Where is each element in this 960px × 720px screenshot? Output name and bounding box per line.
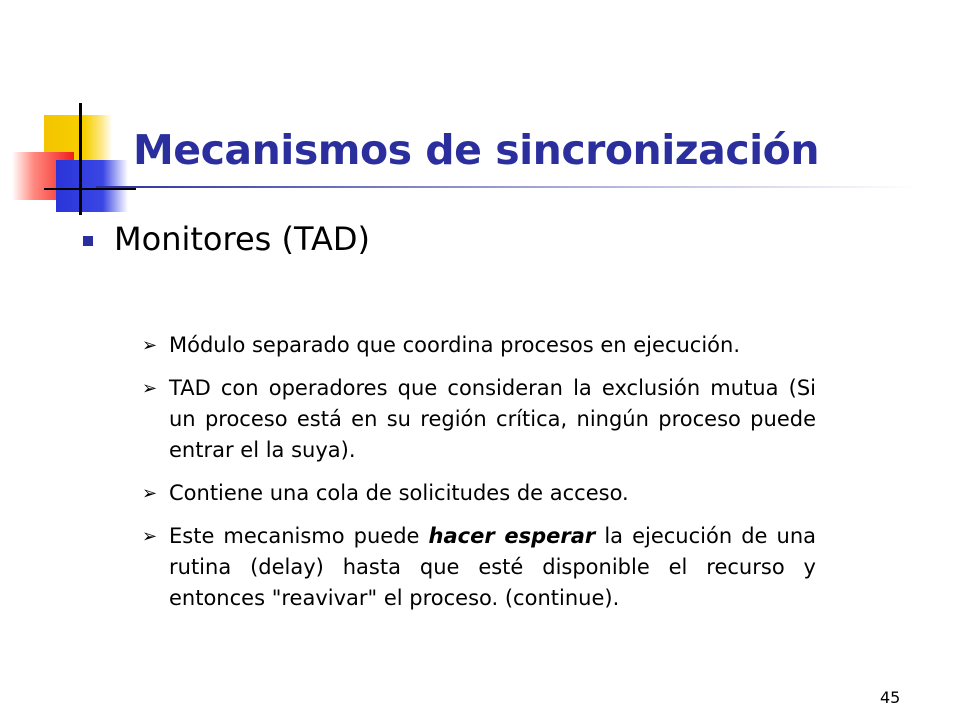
list-item-text-post: la ejecución de una rutina (delay) hasta que esté disponible el recurso y entonces "reavivar" el proceso. (continue). xyxy=(169,524,816,610)
horizontal-line-shape xyxy=(44,188,136,190)
arrowhead-bullet-icon: ➢ xyxy=(142,335,158,356)
vertical-line-shape xyxy=(79,103,82,215)
arrowhead-bullet-icon: ➢ xyxy=(142,378,158,399)
square-bullet-icon xyxy=(83,236,93,246)
arrowhead-bullet-icon: ➢ xyxy=(142,483,158,504)
list-item xyxy=(142,521,816,614)
list-item-text-pre: Este mecanismo puede xyxy=(169,524,429,548)
emphasized-text: hacer esperar xyxy=(428,524,596,548)
list-item xyxy=(142,330,816,361)
list-item-text: Módulo separado que coordina procesos en ejecución. xyxy=(169,333,741,357)
list-item-text: TAD con operadores que consideran la exclusión mutua (Si un proceso está en su región crítica, ningún proceso puede entrar el la suya). xyxy=(169,376,816,462)
page-number: 45 xyxy=(880,688,901,707)
slide-title: Mecanismos de sincronización xyxy=(133,126,820,174)
bullet-list xyxy=(142,330,816,626)
title-underline xyxy=(96,186,916,188)
list-item xyxy=(142,478,816,509)
slide-logo-decoration xyxy=(0,0,140,230)
list-item-text: Contiene una cola de solicitudes de acceso. xyxy=(169,481,629,505)
list-item xyxy=(142,373,816,466)
arrowhead-bullet-icon: ➢ xyxy=(142,526,158,547)
slide-subtitle: Monitores (TAD) xyxy=(114,220,371,258)
